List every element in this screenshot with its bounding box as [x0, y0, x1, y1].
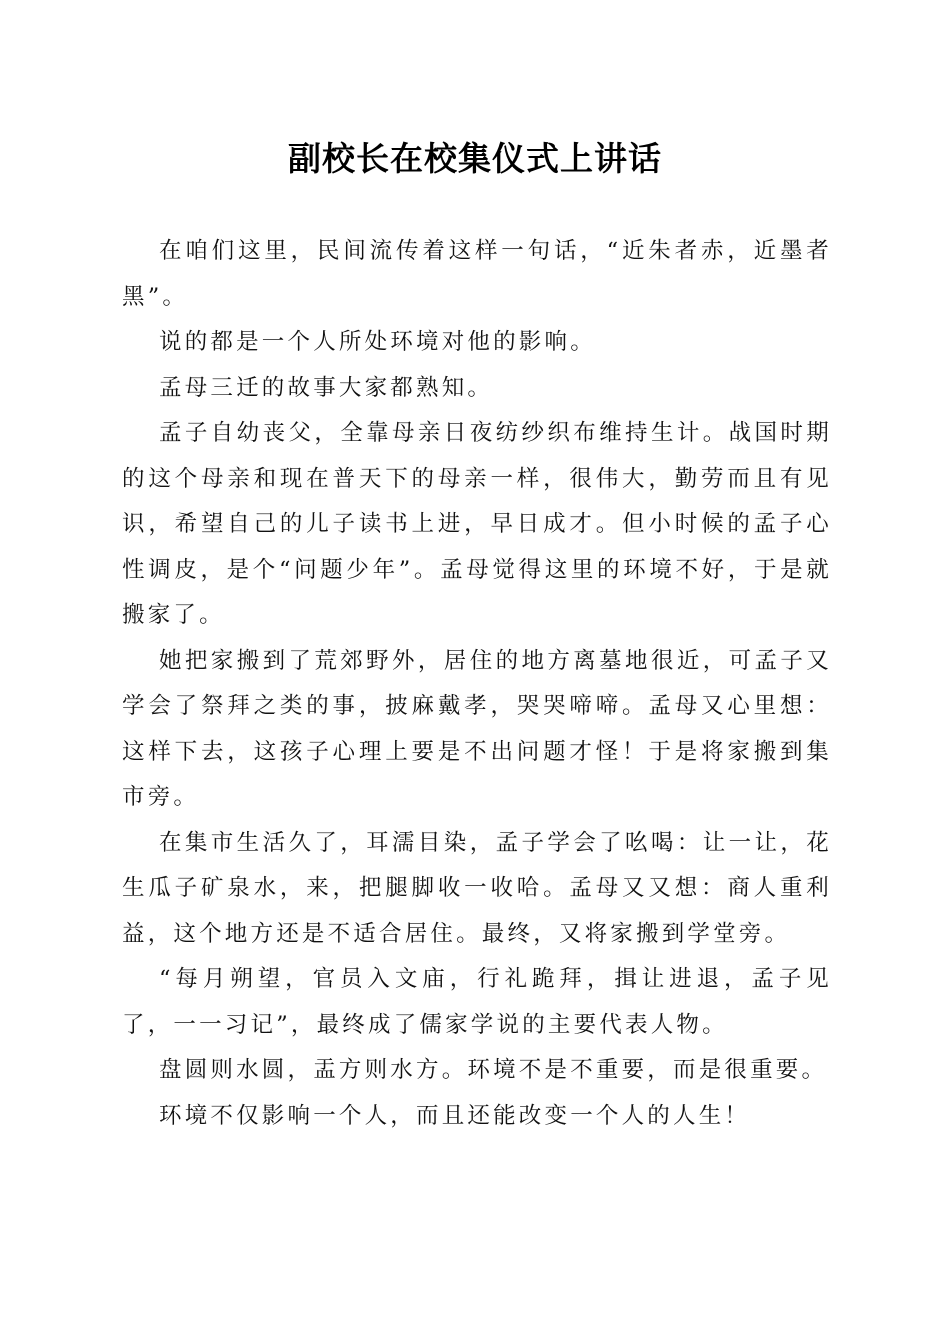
- paragraph: 盘圆则水圆，盂方则水方。环境不是不重要，而是很重要。: [159, 1057, 828, 1083]
- paragraph: 孟母三迁的故事大家都熟知。: [159, 374, 494, 401]
- paragraph: “每月朔望，官员入文庙，行礼跪拜，揖让进退，孟子见了，一一习记”，最终成了儒家学说的主要代表人物。: [122, 966, 832, 1038]
- paragraph: 在集市生活久了，耳濡目染，孟子学会了吆喝：让一让，花生瓜子矿泉水，来，把腿脚收一收哈。孟母又又想：商人重利益，这个地方还是不适合居住。最终，又将家搬到学堂旁。: [122, 829, 832, 947]
- document-title: 副校长在校集仪式上讲话: [288, 139, 662, 178]
- paragraph: 说的都是一个人所处环境对他的影响。: [159, 329, 596, 355]
- paragraph: 环境不仅影响一个人，而且还能改变一个人的人生！: [159, 1102, 751, 1129]
- paragraph: 在咱们这里，民间流传着这样一句话，“近朱者赤，近墨者黑”。: [122, 238, 832, 310]
- paragraph: 她把家搬到了荒郊野外，居住的地方离墓地很近，可孟子又学会了祭拜之类的事，披麻戴孝，哭哭啼啼。孟母又心里想：这样下去，这孩子心理上要是不出问题才怪！于是将家搬到集市旁。: [122, 647, 832, 810]
- paragraph: 孟子自幼丧父，全靠母亲日夜纺纱织布维持生计。战国时期的这个母亲和现在普天下的母亲一样，很伟大，勤劳而且有见识，希望自己的儿子读书上进，早日成才。但小时候的孟子心性调皮，是个“问题少年”。孟母觉得这里的环境不好，于是就搬家了。: [122, 420, 832, 628]
- document-body: [122, 229, 832, 1139]
